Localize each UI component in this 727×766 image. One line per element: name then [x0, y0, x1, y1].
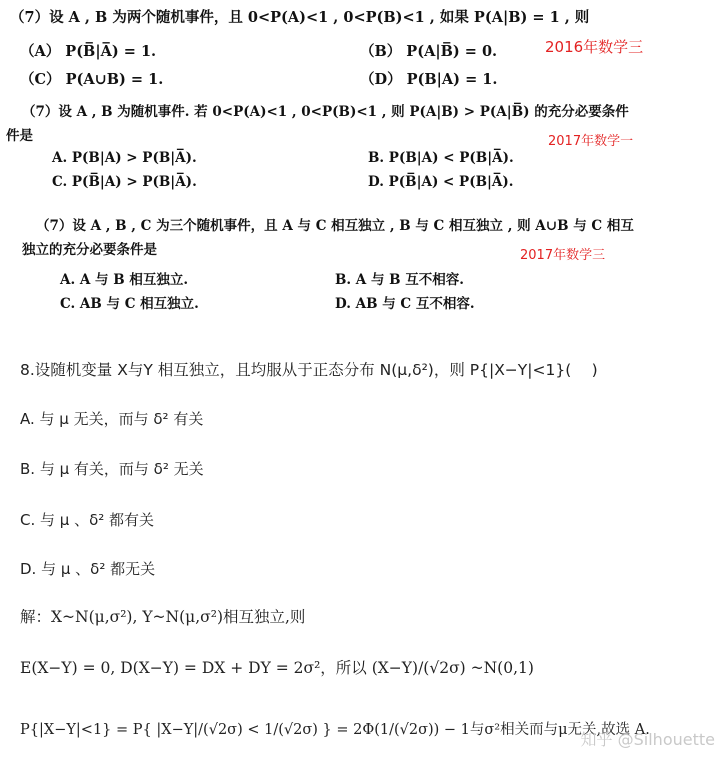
question-text: （7）设 A , B 为随机事件. 若 0<P(A)<1 , 0<P(B)<1 , 则 P(A|B) > P(A|B̅) 的充分必要条件: [22, 104, 629, 120]
option-a: （A） P(B̅|A̅) = 1.: [20, 43, 157, 60]
question-text-cont: 件是: [6, 128, 33, 144]
option-c: （C） P(A∪B) = 1.: [20, 71, 164, 88]
option-a: A. 与 μ 无关，而与 δ² 有关: [20, 410, 204, 428]
option-c: C. AB 与 C 相互独立.: [60, 296, 199, 312]
option-b: B. A 与 B 互不相容.: [335, 272, 464, 288]
solution-line-2: E(X−Y) = 0, D(X−Y) = DX + DY = 2σ²，所以 (X−Y)/(√2σ) ~N(0,1): [20, 659, 534, 677]
option-b: B. 与 μ 有关，而与 δ² 无关: [20, 460, 204, 478]
option-d: （D） P(B|A) = 1.: [360, 71, 498, 88]
question-text: 8.设随机变量 X与Y 相互独立，且均服从于正态分布 N(μ,δ²)，则 P{|X−Y|<1}( ): [20, 361, 598, 379]
option-c: C. 与 μ 、δ² 都有关: [20, 511, 155, 529]
question-text: （7）设 A , B 为两个随机事件，且 0<P(A)<1 , 0<P(B)<1 , 如果 P(A|B) = 1 , 则: [10, 9, 590, 26]
watermark: 知乎 @Silhouette: [580, 730, 715, 749]
year-tag: 2017年数学一: [548, 134, 634, 149]
option-b: B. P(B|A) < P(B|A̅).: [368, 150, 514, 166]
option-d: D. P(B̅|A) < P(B|A̅).: [368, 174, 514, 190]
year-tag: 2017年数学三: [520, 248, 606, 263]
solution-line-3: P{|X−Y|<1} = P{ |X−Y|/(√2σ) < 1/(√2σ) } = 2Φ(1/(√2σ)) − 1与σ²相关而与μ无关,故选 A.: [20, 722, 650, 738]
option-c: C. P(B̅|A) > P(B|A̅).: [52, 174, 197, 190]
option-d: D. AB 与 C 互不相容.: [335, 296, 475, 312]
option-a: A. A 与 B 相互独立.: [60, 272, 189, 288]
question-text: （7）设 A , B , C 为三个随机事件，且 A 与 C 相互独立 , B 与 C 相互独立 , 则 A∪B 与 C 相互: [36, 218, 634, 234]
option-d: D. 与 μ 、δ² 都无关: [20, 560, 156, 578]
solution-line-1: 解：X~N(μ,σ²), Y~N(μ,σ²)相互独立,则: [20, 608, 306, 626]
option-a: A. P(B|A) > P(B|A̅).: [52, 150, 197, 166]
question-text-cont: 独立的充分必要条件是: [22, 242, 157, 258]
option-b: （B） P(A|B̅) = 0.: [360, 43, 498, 60]
year-tag: 2016年数学三: [545, 38, 644, 56]
